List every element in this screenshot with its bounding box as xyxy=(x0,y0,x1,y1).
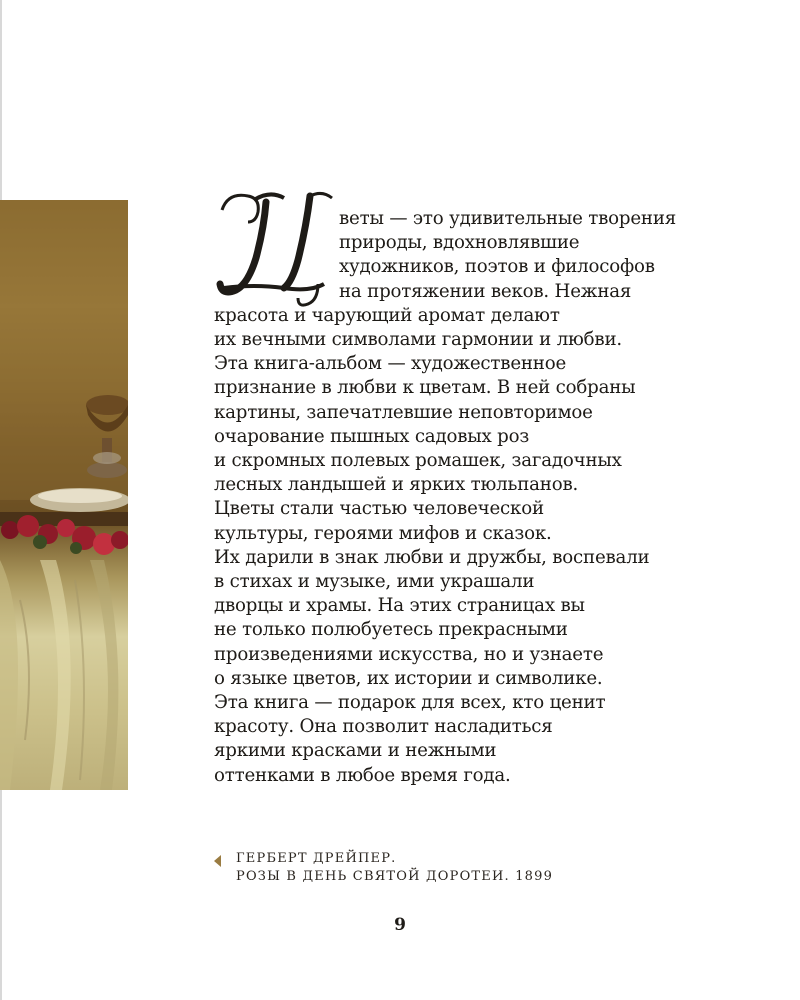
text-line: Эта книга-альбом — художественное xyxy=(214,353,567,375)
text-line: их вечными символами гармонии и любви. xyxy=(214,329,622,351)
text-line: о языке цветов, их истории и символике. xyxy=(214,667,603,689)
text-line: произведениями искусства, но и узнаете xyxy=(214,643,604,665)
text-line: и скромных полевых ромашек, загадочных xyxy=(214,450,622,472)
caption-text xyxy=(236,850,553,886)
caption-title: РОЗЫ В ДЕНЬ СВЯТОЙ ДОРОТЕИ. 1899 xyxy=(236,869,554,884)
text-line: Цветы стали частью человеческой xyxy=(214,498,544,520)
text-line: художников, поэтов и философов xyxy=(339,256,655,278)
text-line: картины, запечатлевшие неповторимое xyxy=(214,401,593,423)
caption-triangle-icon xyxy=(214,855,221,867)
text-line: красота и чарующий аромат делают xyxy=(214,304,560,326)
body-text xyxy=(214,207,734,788)
text-line: оттенками в любое время года. xyxy=(214,764,511,786)
painting-illustration xyxy=(0,200,128,790)
text-line: дворцы и храмы. На этих страницах вы xyxy=(214,595,585,617)
text-line: не только полюбуетесь прекрасными xyxy=(214,619,568,641)
text-line: на протяжении веков. Нежная xyxy=(339,280,632,302)
text-line: яркими красками и нежными xyxy=(214,740,497,762)
text-line: Их дарили в знак любви и дружбы, воспевали xyxy=(214,546,650,568)
text-line: Эта книга — подарок для всех, кто ценит xyxy=(214,692,606,714)
text-line: в стихах и музыке, ими украшали xyxy=(214,571,535,593)
text-line: красоту. Она позволит насладиться xyxy=(214,716,553,738)
text-line: лесных ландышей и ярких тюльпанов. xyxy=(214,474,579,496)
text-line: веты — это удивительные творения xyxy=(339,208,677,229)
painting-fragment xyxy=(0,200,128,790)
text-line: признание в любви к цветам. В ней собраны xyxy=(214,377,636,399)
caption-artist: ГЕРБЕРТ ДРЕЙПЕР. xyxy=(236,851,397,866)
page-number: 9 xyxy=(394,915,406,935)
text-line: очарование пышных садовых роз xyxy=(214,425,530,447)
text-line: природы, вдохновлявшие xyxy=(339,232,580,254)
text-line: культуры, героями мифов и сказок. xyxy=(214,522,552,544)
